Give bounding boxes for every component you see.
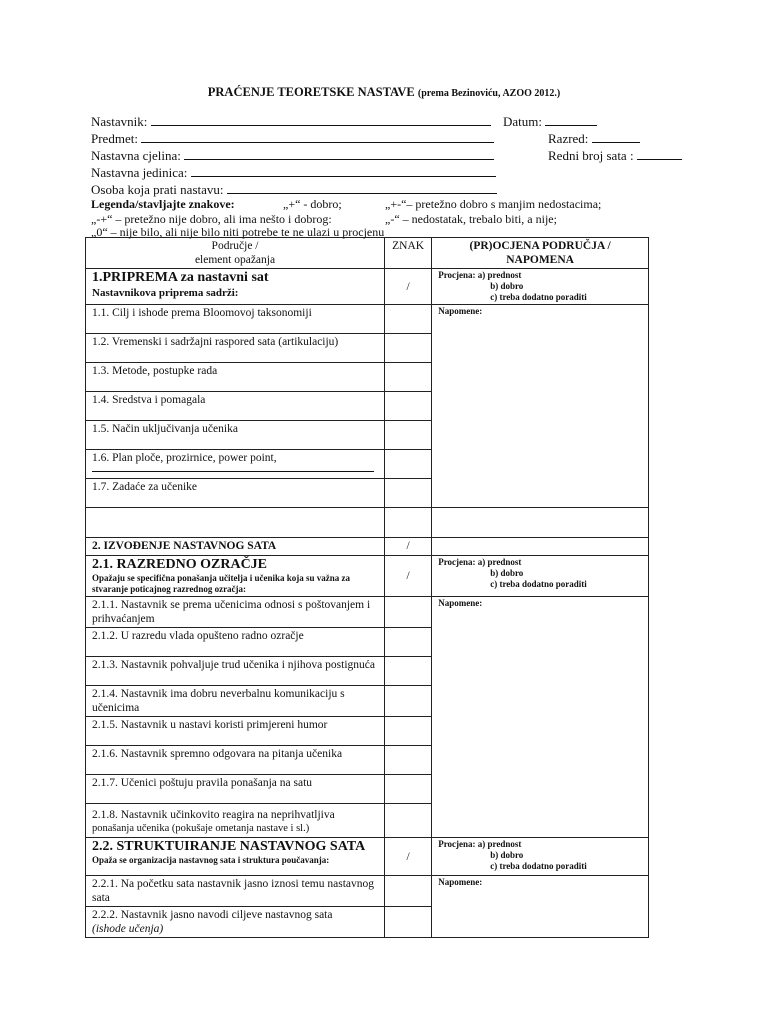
page-subtitle: (prema Bezinoviću, AZOO 2012.) bbox=[417, 88, 561, 99]
section-2-1-note: Opažaju se specifična ponašanja učitelja i učenika koja su važna za stvaranje poticajnog razrednog ozračja: bbox=[92, 573, 351, 594]
item-2-1-8-line2: ponašanja učenika (pokušaje ometanja nastave i sl.) bbox=[92, 823, 310, 834]
section-2-1-title: 2.1. RAZREDNO OZRAČJE bbox=[92, 557, 268, 572]
section-title-cell bbox=[86, 269, 385, 305]
item-2-2-2-line1: 2.2.2. Nastavnik jasno navodi ciljeve nastavnog sata bbox=[92, 909, 333, 921]
header-podrucje-line2: element opažanja bbox=[194, 254, 276, 266]
procjena-cell[interactable] bbox=[432, 838, 649, 876]
field-cjelina[interactable] bbox=[91, 147, 494, 164]
section-row bbox=[86, 538, 649, 556]
znak-cell: / bbox=[385, 269, 432, 305]
item-cell: 2.1.6. Nastavnik spremno odgovara na pitanja učenika bbox=[86, 746, 385, 775]
znak-input-cell[interactable] bbox=[385, 804, 432, 838]
field-predmet[interactable] bbox=[91, 130, 494, 147]
empty-cell[interactable] bbox=[86, 508, 385, 538]
header-procjena bbox=[432, 238, 649, 269]
item-cell: 2.1.7. Učenici poštuju pravila ponašanja na satu bbox=[86, 775, 385, 804]
field-jedinica[interactable] bbox=[91, 164, 496, 181]
znak-input-cell[interactable] bbox=[385, 657, 432, 686]
legend-label: Legenda/stavljajte znakove: bbox=[91, 197, 235, 211]
procjena-cell[interactable] bbox=[432, 556, 649, 597]
section-row bbox=[86, 838, 649, 876]
znak-input-cell[interactable] bbox=[385, 334, 432, 363]
label-nastavnik: Nastavnik: bbox=[91, 114, 148, 129]
znak-input-cell[interactable] bbox=[385, 717, 432, 746]
table-row bbox=[86, 876, 649, 907]
napomene-label: Napomene: bbox=[438, 306, 483, 316]
item-cell: 1.3. Metode, postupke rada bbox=[86, 363, 385, 392]
znak-input-cell[interactable] bbox=[385, 686, 432, 717]
label-datum: Datum: bbox=[503, 114, 542, 129]
item-2-2-2-line2: (ishode učenja) bbox=[92, 923, 164, 935]
item-cell: 2.1.1. Nastavnik se prema učenicima odnosi s poštovanjem i prihvaćanjem bbox=[86, 597, 385, 628]
item-cell: 2.2.1. Na početku sata nastavnik jasno iznosi temu nastavnog sata bbox=[86, 876, 385, 907]
header-procjena-line2: NAPOMENA bbox=[506, 254, 574, 266]
field-osoba[interactable] bbox=[91, 181, 497, 198]
znak-input-cell[interactable] bbox=[385, 421, 432, 450]
znak-cell: / bbox=[385, 538, 432, 556]
item-cell: 2.1.4. Nastavnik ima dobru neverbalnu komunikaciju s učenicima bbox=[86, 686, 385, 717]
procjena-block bbox=[438, 270, 642, 303]
item-cell: 1.4. Sredstva i pomagala bbox=[86, 392, 385, 421]
znak-input-cell[interactable] bbox=[385, 628, 432, 657]
procjena-block bbox=[438, 557, 642, 590]
datum-line bbox=[545, 114, 597, 126]
item-cell: 2.1.2. U razredu vlada opušteno radno ozračje bbox=[86, 628, 385, 657]
section-row bbox=[86, 556, 649, 597]
field-datum[interactable] bbox=[503, 113, 597, 130]
legend-zero: „0“ – nije bilo, ali nije bilo niti potrebe te ne ulazi u procjenu bbox=[91, 225, 385, 239]
section-title-cell bbox=[86, 838, 385, 876]
observation-table bbox=[85, 237, 649, 938]
procjena-option-c: c) treba dodatno poraditi bbox=[490, 579, 587, 589]
razred-line bbox=[592, 131, 640, 143]
header-procjena-line1: (PR)OCJENA PODRUČJA / bbox=[469, 240, 611, 252]
section-title-cell bbox=[86, 556, 385, 597]
item-2-1-8-line1: 2.1.8. Nastavnik učinkovito reagira na neprihvatljiva bbox=[92, 809, 335, 821]
znak-input-cell[interactable] bbox=[385, 392, 432, 421]
section-1-title: 1.PRIPREMA za nastavni sat bbox=[92, 270, 269, 285]
header-podrucje-line1: Područje / bbox=[211, 240, 259, 252]
section-2-title: 2. IZVOĐENJE NASTAVNOG SATA bbox=[86, 538, 385, 556]
field-nastavnik[interactable] bbox=[91, 113, 491, 130]
item-cell bbox=[86, 907, 385, 938]
item-cell: 2.1.3. Nastavnik pohvaljuje trud učenika i njihova postignuća bbox=[86, 657, 385, 686]
znak-input-cell[interactable] bbox=[385, 450, 432, 479]
label-osoba: Osoba koja prati nastavu: bbox=[91, 182, 224, 197]
legend-plus: „+“ - dobro; bbox=[283, 197, 342, 211]
table-row bbox=[86, 597, 649, 628]
znak-cell: / bbox=[385, 838, 432, 876]
znak-input-cell[interactable] bbox=[385, 907, 432, 938]
table-row-empty bbox=[86, 508, 649, 538]
procjena-option-c: c) treba dodatno poraditi bbox=[490, 292, 587, 302]
redni-broj-line bbox=[637, 148, 682, 160]
znak-input-cell[interactable] bbox=[385, 746, 432, 775]
procjena-option-a: a) prednost bbox=[477, 270, 522, 280]
napomene-cell[interactable] bbox=[432, 876, 649, 938]
procjena-block bbox=[438, 839, 642, 872]
legend-plus-minus: „+-“– pretežno dobro s manjim nedostacima; bbox=[385, 197, 602, 211]
procjena-option-b: b) dobro bbox=[490, 568, 524, 578]
znak-input-cell[interactable] bbox=[385, 305, 432, 334]
label-jedinica: Nastavna jedinica: bbox=[91, 165, 188, 180]
procjena-option-b: b) dobro bbox=[490, 850, 524, 860]
item-cell: 1.1. Cilj i ishode prema Bloomovoj taksonomiji bbox=[86, 305, 385, 334]
procjena-option-a: a) prednost bbox=[477, 839, 522, 849]
item-cell: 1.2. Vremenski i sadržajni raspored sata (artikulaciju) bbox=[86, 334, 385, 363]
znak-input-cell[interactable] bbox=[385, 597, 432, 628]
section-2-2-note: Opaža se organizacija nastavnog sata i struktura poučavanja: bbox=[92, 855, 330, 865]
field-redni-broj[interactable] bbox=[548, 147, 682, 164]
empty-cell[interactable] bbox=[432, 538, 649, 556]
znak-input-cell[interactable] bbox=[385, 508, 432, 538]
napomene-label: Napomene: bbox=[438, 598, 483, 608]
procjena-option-b: b) dobro bbox=[490, 281, 524, 291]
procjena-label: Procjena: bbox=[438, 270, 476, 280]
header-podrucje bbox=[86, 238, 385, 269]
section-2-2-title: 2.2. STRUKTUIRANJE NASTAVNOG SATA bbox=[92, 839, 366, 854]
field-razred[interactable] bbox=[548, 130, 640, 147]
item-1-6-line bbox=[92, 465, 374, 472]
napomene-label: Napomene: bbox=[438, 877, 483, 887]
legend-minus-plus: „-+“ – pretežno nije dobro, ali ima nešto i dobrog: bbox=[91, 212, 332, 226]
table-row bbox=[86, 305, 649, 334]
legend-minus: „-“ – nedostatak, trebalo biti, a nije; bbox=[385, 212, 557, 226]
znak-input-cell[interactable] bbox=[385, 775, 432, 804]
section-row bbox=[86, 269, 649, 305]
procjena-option-a: a) prednost bbox=[477, 557, 522, 567]
item-cell bbox=[86, 804, 385, 838]
jedinica-line bbox=[191, 165, 496, 177]
znak-input-cell[interactable] bbox=[385, 876, 432, 907]
header-znak: ZNAK bbox=[385, 238, 432, 269]
section-1-note: Nastavnikova priprema sadrži: bbox=[92, 287, 239, 299]
procjena-cell[interactable] bbox=[432, 269, 649, 305]
item-cell bbox=[86, 450, 385, 479]
item-cell: 1.5. Način uključivanja učenika bbox=[86, 421, 385, 450]
cjelina-line bbox=[184, 148, 494, 160]
label-cjelina: Nastavna cjelina: bbox=[91, 148, 181, 163]
label-predmet: Predmet: bbox=[91, 131, 138, 146]
osoba-line bbox=[227, 182, 497, 194]
procjena-label: Procjena: bbox=[438, 839, 476, 849]
znak-input-cell[interactable] bbox=[385, 363, 432, 392]
empty-cell[interactable] bbox=[432, 508, 649, 538]
napomene-cell[interactable] bbox=[432, 597, 649, 838]
item-cell: 1.7. Zadaće za učenike bbox=[86, 479, 385, 508]
item-cell: 2.1.5. Nastavnik u nastavi koristi primjereni humor bbox=[86, 717, 385, 746]
table-header-row bbox=[86, 238, 649, 269]
label-razred: Razred: bbox=[548, 131, 589, 146]
znak-cell: / bbox=[385, 556, 432, 597]
procjena-option-c: c) treba dodatno poraditi bbox=[490, 861, 587, 871]
predmet-line bbox=[141, 131, 494, 143]
znak-input-cell[interactable] bbox=[385, 479, 432, 508]
napomene-cell[interactable] bbox=[432, 305, 649, 508]
nastavnik-line bbox=[151, 114, 491, 126]
page-title: PRAĆENJE TEORETSKE NASTAVE (prema Bezinoviću, AZOO 2012.) bbox=[207, 85, 561, 99]
label-redni-broj: Redni broj sata : bbox=[548, 148, 634, 163]
item-1-6-text: 1.6. Plan ploče, prozirnice, power point, bbox=[92, 452, 277, 464]
procjena-label: Procjena: bbox=[438, 557, 476, 567]
